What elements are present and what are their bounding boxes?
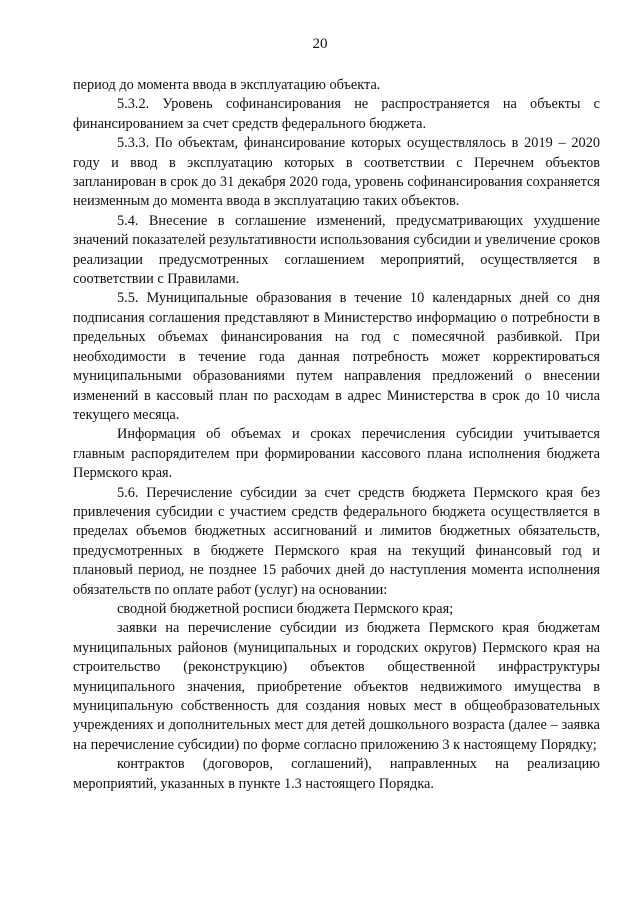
paragraph-basis-3: контрактов (договоров, соглашений), направленных на реализацию мероприятий, указанных в пункте 1.3 настоящего Порядка.	[73, 756, 600, 792]
paragraph-basis-1: сводной бюджетной росписи бюджета Пермского края;	[117, 600, 454, 617]
paragraph-5-5: 5.5. Муниципальные образования в течение 10 календарных дней со дня подписания соглашения представляют в Министерство информацию о потребности в предельных объемах финансирования на год с помесячной разбивкой. При необходимости в течение года данная потребность может корректироваться муниципальными образованиями путем направления предложений о внесении изменений в кассовый план по расходам в адрес Министерства в срок до 10 числа текущего месяца.	[73, 290, 600, 423]
document-body	[73, 76, 600, 794]
paragraph-5-6: 5.6. Перечисление субсидии за счет средств бюджета Пермского края без привлечения субсидии с участием средств федерального бюджета осуществляется в пределах объемов бюджетных ассигнований и лимитов бюджетных обязательств, предусмотренных в бюджете Пермского края на текущий финансовый год и плановый период, не позднее 15 рабочих дней до наступления момента исполнения обязательств по оплате работ (услуг) на основании:	[73, 484, 600, 598]
paragraph-continuation: период до момента ввода в эксплуатацию объекта.	[73, 77, 381, 93]
page-number: 20	[312, 36, 328, 52]
paragraph-5-3-2: 5.3.2. Уровень софинансирования не распространяется на объекты с финансированием за счет средств федерального бюджета.	[73, 96, 600, 132]
paragraph-5-4: 5.4. Внесение в соглашение изменений, предусматривающих ухудшение значений показателей результативности использования субсидии и увеличение сроков реализации предусмотренных соглашением мероприятий, осуществляется в соответствии с Правилами.	[73, 212, 600, 288]
paragraph-basis-2: заявки на перечисление субсидии из бюджета Пермского края бюджетам муниципальных районов (муниципальных и городских округов) Пермского края на строительство (реконструкцию) объектов общественной инфраструктуры муниципального значения, приобретение объектов недвижимого имущества в муниципальную собственность для создания новых мест в общеобразовательных учреждениях и дополнительных мест для детей дошкольного возраста (далее – заявка на перечисление субсидии) по форме согласно приложению 3 к настоящему Порядку;	[73, 620, 600, 753]
paragraph-5-3-3: 5.3.3. По объектам, финансирование которых осуществлялось в 2019 – 2020 году и ввод в эксплуатацию которых в соответствии с Перечнем объектов запланирован в срок до 31 декабря 2020 года, уровень софинансирования сохраняется неизменным до момента ввода в эксплуатацию таких объектов.	[73, 135, 600, 210]
paragraph-info: Информация об объемах и сроках перечисления субсидии учитывается главным распорядителем при формировании кассового плана исполнения бюджета Пермского края.	[73, 426, 600, 482]
